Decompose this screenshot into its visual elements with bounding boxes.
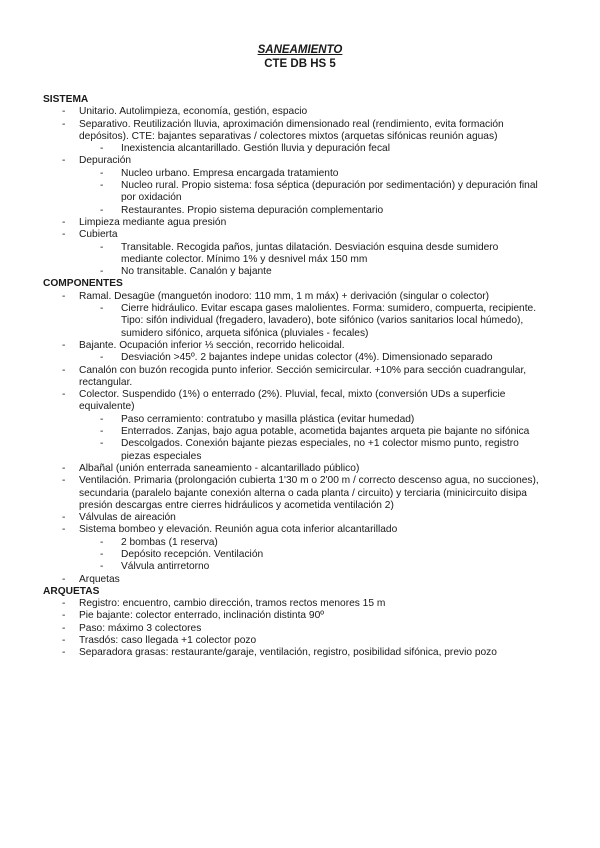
bullet-dash: - bbox=[100, 352, 104, 364]
list-item bbox=[43, 623, 543, 635]
sub-list-item-text: Desviación >45º. 2 bajantes indepe unidas colector (4%). Dimensionado separado bbox=[121, 352, 493, 364]
bullet-dash: - bbox=[100, 548, 104, 560]
list-item bbox=[43, 635, 543, 647]
list-item-text: Trasdós: caso llegada +1 colector pozo bbox=[79, 635, 257, 647]
sub-list-item bbox=[79, 352, 543, 364]
list-item bbox=[43, 463, 543, 475]
list-item-text: Paso: máximo 3 colectores bbox=[79, 622, 202, 634]
bullet-dash: - bbox=[100, 426, 104, 438]
bullet-dash: - bbox=[62, 524, 66, 536]
sub-list-item-text: Nucleo urbano. Empresa encargada tratamiento bbox=[121, 167, 339, 179]
bullet-dash: - bbox=[100, 241, 104, 253]
list-item bbox=[43, 365, 543, 390]
list-item-text: Cubierta bbox=[79, 229, 118, 241]
sub-list-item bbox=[79, 537, 543, 549]
section-list bbox=[43, 598, 543, 659]
list-item bbox=[43, 598, 543, 610]
bullet-dash: - bbox=[62, 290, 66, 302]
bullet-dash: - bbox=[62, 512, 66, 524]
list-item bbox=[43, 647, 543, 659]
list-item bbox=[43, 475, 543, 512]
bullet-dash: - bbox=[100, 167, 104, 179]
bullet-dash: - bbox=[62, 229, 66, 241]
bullet-dash: - bbox=[100, 413, 104, 425]
bullet-dash: - bbox=[62, 364, 66, 376]
sub-list-item-text: Enterrados. Zanjas, bajo agua potable, acometida bajantes arqueta pie bajante no sifónica bbox=[121, 426, 530, 438]
list-item-text: Canalón con buzón recogida punto inferior. Sección semicircular. +10% para sección cuadrangular, rectangular. bbox=[79, 364, 527, 388]
list-item bbox=[43, 389, 543, 463]
list-item-text: Unitario. Autolimpieza, economía, gestión, espacio bbox=[79, 106, 308, 118]
list-item bbox=[43, 524, 543, 573]
title-block bbox=[0, 43, 600, 71]
sub-list-item bbox=[79, 266, 543, 278]
bullet-dash: - bbox=[62, 216, 66, 228]
sub-list-item bbox=[79, 180, 543, 205]
sub-list-item bbox=[79, 549, 543, 561]
sub-list bbox=[79, 537, 543, 574]
sub-list-item-text: 2 bombas (1 reserva) bbox=[121, 536, 218, 548]
list-item bbox=[43, 217, 543, 229]
bullet-dash: - bbox=[62, 610, 66, 622]
sub-list-item bbox=[79, 168, 543, 180]
sub-list-item bbox=[79, 205, 543, 217]
sub-list bbox=[79, 143, 543, 155]
bullet-dash: - bbox=[100, 143, 104, 155]
list-item bbox=[43, 340, 543, 365]
sub-list-item-text: Transitable. Recogida paños, juntas dilatación. Desviación esquina desde sumidero mediante colector. Mínimo 1% y desnivel máx 150 mm bbox=[121, 241, 499, 265]
list-item bbox=[43, 291, 543, 340]
list-item bbox=[43, 610, 543, 622]
document-body bbox=[43, 94, 543, 660]
sub-list bbox=[79, 168, 543, 217]
sub-list-item-text: Depósito recepción. Ventilación bbox=[121, 548, 264, 560]
bullet-dash: - bbox=[62, 598, 66, 610]
bullet-dash: - bbox=[62, 339, 66, 351]
list-item-text: Separadora grasas: restaurante/garaje, ventilación, registro, posibilidad sifónica, previo pozo bbox=[79, 647, 497, 659]
bullet-dash: - bbox=[100, 303, 104, 315]
sub-list-item bbox=[79, 242, 543, 267]
bullet-dash: - bbox=[62, 106, 66, 118]
bullet-dash: - bbox=[100, 536, 104, 548]
list-item-text: Pie bajante: colector enterrado, inclinación distinta 90º bbox=[79, 610, 324, 622]
list-item bbox=[43, 229, 543, 278]
section-heading: ARQUETAS bbox=[43, 585, 100, 597]
sub-list-item-text: Descolgados. Conexión bajante piezas especiales, no +1 colector mismo punto, registro piezas especiales bbox=[121, 438, 519, 462]
bullet-dash: - bbox=[62, 118, 66, 130]
sub-list-item-text: No transitable. Canalón y bajante bbox=[121, 266, 272, 278]
bullet-dash: - bbox=[100, 266, 104, 278]
bullet-dash: - bbox=[62, 475, 66, 487]
list-item-text: Válvulas de aireación bbox=[79, 512, 176, 524]
list-item bbox=[43, 155, 543, 216]
sub-list-item-text: Válvula antirretorno bbox=[121, 561, 210, 573]
document-subtitle: CTE DB HS 5 bbox=[264, 58, 336, 70]
list-item-text: Colector. Suspendido (1%) o enterrado (2%). Pluvial, fecal, mixto (conversión UDs a superficie equivalente) bbox=[79, 389, 506, 413]
list-item-text: Albañal (unión enterrada saneamiento - alcantarillado público) bbox=[79, 462, 360, 474]
sub-list-item bbox=[79, 303, 543, 340]
section-list bbox=[43, 106, 543, 278]
sub-list bbox=[79, 414, 543, 463]
sub-list-item-text: Paso cerramiento: contratubo y masilla plástica (evitar humedad) bbox=[121, 413, 415, 425]
list-item-text: Separativo. Reutilización lluvia, aproximación dimensionado real (rendimiento, evita formación depósitos). CTE: bajantes separativas / colectores mixtos (arquetas sifónicas reunión aguas) bbox=[79, 118, 504, 142]
sub-list-item bbox=[79, 426, 543, 438]
section-heading: COMPONENTES bbox=[43, 278, 123, 290]
list-item-text: Ramal. Desagüe (manguetón inodoro: 110 mm, 1 m máx) + derivación (singular o colector) bbox=[79, 290, 490, 302]
bullet-dash: - bbox=[100, 438, 104, 450]
bullet-dash: - bbox=[62, 462, 66, 474]
sub-list-item-text: Restaurantes. Propio sistema depuración complementario bbox=[121, 204, 384, 216]
list-item-text: Limpieza mediante agua presión bbox=[79, 216, 227, 228]
bullet-dash: - bbox=[100, 204, 104, 216]
section-list bbox=[43, 291, 543, 586]
document-title: SANEAMIENTO bbox=[257, 44, 343, 56]
bullet-dash: - bbox=[62, 647, 66, 659]
bullet-dash: - bbox=[62, 389, 66, 401]
list-item bbox=[43, 512, 543, 524]
section-heading: SISTEMA bbox=[43, 94, 89, 105]
list-item-text: Sistema bombeo y elevación. Reunión agua cota inferior alcantarillado bbox=[79, 524, 398, 536]
bullet-dash: - bbox=[62, 155, 66, 167]
sub-list-item-text: Cierre hidráulico. Evitar escapa gases malolientes. Forma: sumidero, compuerta, recipiente. Tipo: sifón individual (fregadero, lavadero), bote sifónico (varios sanitarios local húmedo), sumidero sifónico, arqueta sifónica (pluviales - fecales) bbox=[121, 303, 537, 339]
list-item-text: Ventilación. Primaria (prolongación cubierta 1'30 m o 2'00 m / correcto descenso agua, no succiones), secundaria (paralelo bajante conexión alterna o cada planta / circuito) y terciaria (minicircuito disipa presión descargas entre cierres hidráulicos y acometida ventilación 2) bbox=[79, 475, 539, 511]
bullet-dash: - bbox=[100, 180, 104, 192]
sub-list-item bbox=[79, 143, 543, 155]
sub-list-item bbox=[79, 438, 543, 463]
list-item-text: Registro: encuentro, cambio dirección, tramos rectos menores 15 m bbox=[79, 598, 386, 610]
sub-list-item bbox=[79, 561, 543, 573]
sub-list bbox=[79, 303, 543, 340]
list-item-text: Bajante. Ocupación inferior ⅓ sección, recorrido helicoidal. bbox=[79, 339, 345, 351]
bullet-dash: - bbox=[62, 635, 66, 647]
list-item bbox=[43, 119, 543, 156]
sub-list-item-text: Inexistencia alcantarillado. Gestión lluvia y depuración fecal bbox=[121, 143, 390, 155]
sub-list bbox=[79, 352, 543, 364]
sub-list-item bbox=[79, 414, 543, 426]
list-item bbox=[43, 106, 543, 118]
list-item-text: Arquetas bbox=[79, 573, 120, 585]
sub-list bbox=[79, 242, 543, 279]
bullet-dash: - bbox=[62, 622, 66, 634]
sub-list-item-text: Nucleo rural. Propio sistema: fosa séptica (depuración por sedimentación) y depuración final por oxidación bbox=[121, 180, 538, 204]
list-item-text: Depuración bbox=[79, 155, 132, 167]
list-item bbox=[43, 574, 543, 586]
bullet-dash: - bbox=[62, 573, 66, 585]
bullet-dash: - bbox=[100, 561, 104, 573]
